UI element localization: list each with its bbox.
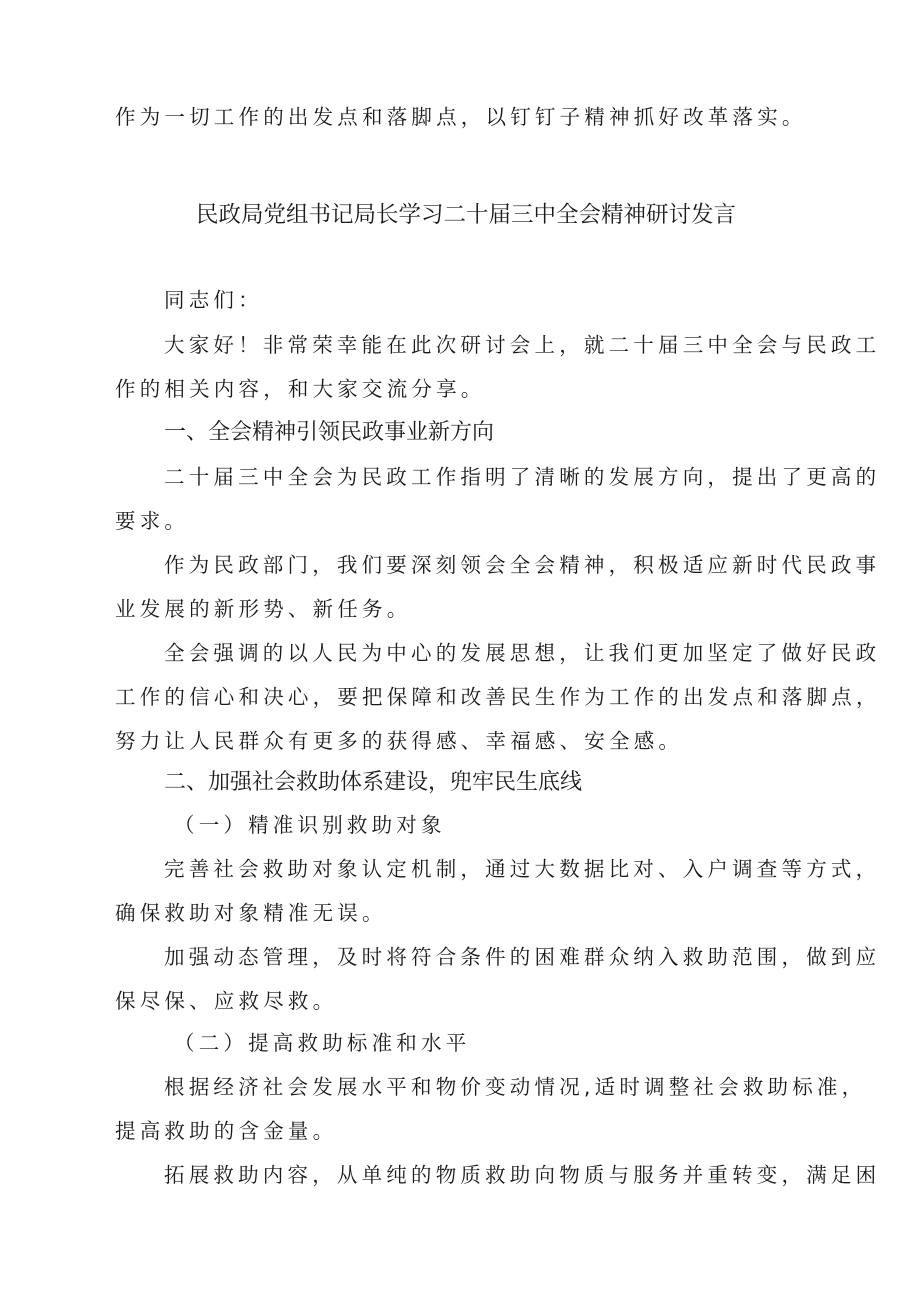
intro-line-2: 作的相关内容，和大家交流分享。 (115, 377, 486, 401)
section-1-paragraph-3-line-3: 努力让人民群众有更多的获得感、幸福感、安全感。 (115, 729, 684, 753)
section-2-heading: 二、加强社会救助体系建设，兜牢民生底线 (164, 770, 583, 795)
continuation-line: 作为一切工作的出发点和落脚点，以钉钉子精神抓好改革落实。 (115, 105, 807, 129)
subsection-1-paragraph-1-line-1: 完善社会救助对象认定机制，通过大数据比对、入户调查等方式， (164, 857, 881, 881)
section-1-paragraph-1-line-2: 要求。 (115, 509, 190, 533)
subsection-1-paragraph-1-line-2: 确保救助对象精准无误。 (115, 901, 387, 925)
subsection-2-paragraph-1-line-2: 提高救助的含金量。 (115, 1119, 338, 1143)
intro-line-1: 大家好！非常荣幸能在此次研讨会上，就二十届三中全会与民政工 (164, 333, 881, 357)
section-1-paragraph-3-line-1: 全会强调的以人民为中心的发展思想，让我们更加坚定了做好民政 (164, 641, 881, 665)
section-1-paragraph-3-line-2: 工作的信心和决心，要把保障和改善民生作为工作的出发点和落脚点， (115, 685, 881, 709)
subsection-2-paragraph-1-line-1: 根据经济社会发展水平和物价变动情况,适时调整社会救助标准， (164, 1075, 867, 1099)
section-1-paragraph-2-line-2: 业发展的新形势、新任务。 (115, 597, 412, 621)
section-1-paragraph-1-line-1: 二十届三中全会为民政工作指明了清晰的发展方向，提出了更高的 (164, 465, 881, 489)
subsection-1-paragraph-2-line-1: 加强动态管理，及时将符合条件的困难群众纳入救助范围，做到应 (164, 945, 881, 969)
subsection-1-paragraph-2-line-2: 保尽保、应救尽救。 (115, 989, 338, 1013)
subsection-2-heading: （二）提高救助标准和水平 (174, 1031, 471, 1055)
section-1-paragraph-2-line-1: 作为民政部门，我们要深刻领会全会精神，积极适应新时代民政事 (164, 553, 881, 577)
document-title: 民政局党组书记局长学习二十届三中全会精神研讨发言 (196, 202, 737, 228)
section-1-heading: 一、全会精神引领民政事业新方向 (164, 420, 495, 445)
subsection-1-heading: （一）精准识别救助对象 (174, 813, 446, 837)
salutation: 同志们： (164, 288, 263, 312)
subsection-2-paragraph-2-line-1: 拓展救助内容，从单纯的物质救助向物质与服务并重转变，满足困 (164, 1163, 881, 1187)
